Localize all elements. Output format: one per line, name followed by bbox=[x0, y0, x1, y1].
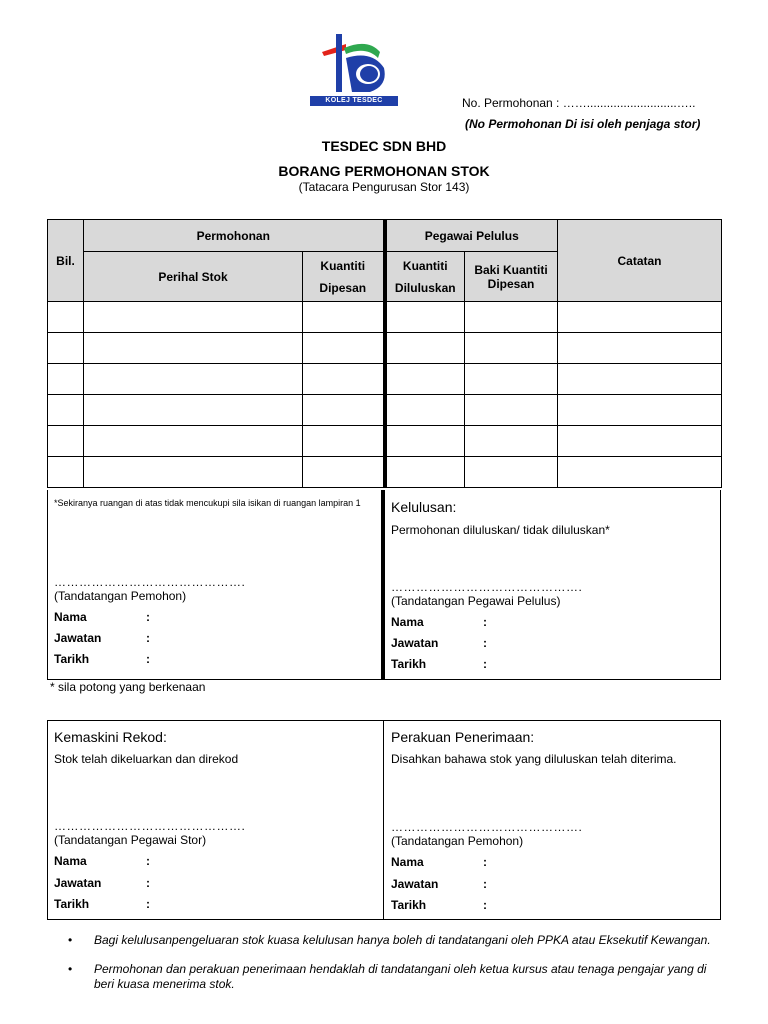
kelulusan-status: Permohonan diluluskan/ tidak diluluskan* bbox=[391, 523, 610, 537]
pemohon-jawatan-colon: : bbox=[146, 631, 150, 645]
stor-signature-label: (Tandatangan Pegawai Stor) bbox=[54, 833, 207, 847]
cell-baki[interactable] bbox=[465, 364, 558, 395]
header-kuantiti-diluluskan bbox=[385, 252, 465, 302]
note-text: Bagi kelulusanpengeluaran stok kuasa kelulusan hanya boleh di tandatangani oleh PPKA atau Eksekutif Kewangan. bbox=[94, 933, 711, 947]
stor-signature-line[interactable]: ………………………………………. bbox=[54, 819, 246, 833]
pelulus-signature-line[interactable]: ………………………………………. bbox=[391, 580, 583, 594]
pemohon-nama-label: Nama bbox=[54, 610, 87, 624]
pelulus-nama-label: Nama bbox=[391, 615, 424, 629]
cell-diluluskan[interactable] bbox=[385, 364, 465, 395]
penerima-tarikh-label: Tarikh bbox=[391, 898, 427, 912]
cell-perihal[interactable] bbox=[84, 364, 303, 395]
pemohon-tarikh-colon: : bbox=[146, 652, 150, 666]
cell-perihal[interactable] bbox=[84, 333, 303, 364]
pemohon-note: *Sekiranya ruangan di atas tidak mencukupi sila isikan di ruangan lampiran 1 bbox=[54, 498, 361, 508]
stor-tarikh-colon: : bbox=[146, 897, 150, 911]
cell-diluluskan[interactable] bbox=[385, 426, 465, 457]
table-row bbox=[48, 302, 722, 333]
stor-nama-colon: : bbox=[146, 854, 150, 868]
cell-perihal[interactable] bbox=[84, 426, 303, 457]
perakuan-text: Disahkan bahawa stok yang diluluskan telah diterima. bbox=[391, 752, 677, 766]
stock-request-table bbox=[47, 219, 722, 488]
header-kuantiti-dipesan-line1: Kuantiti bbox=[320, 258, 366, 273]
header-bil: Bil. bbox=[48, 220, 84, 302]
table-row bbox=[48, 333, 722, 364]
form-title: BORANG PERMOHONAN STOK bbox=[278, 163, 490, 179]
header-perihal-stok: Perihal Stok bbox=[84, 252, 303, 302]
cell-bil[interactable] bbox=[48, 395, 84, 426]
header-baki-line2: Dipesan bbox=[487, 276, 535, 291]
penerima-nama-colon: : bbox=[483, 855, 487, 869]
penerima-nama-label: Nama bbox=[391, 855, 424, 869]
pelulus-signature-label: (Tandatangan Pegawai Pelulus) bbox=[391, 594, 561, 608]
cell-bil[interactable] bbox=[48, 333, 84, 364]
cell-bil[interactable] bbox=[48, 457, 84, 488]
pelulus-jawatan-colon: : bbox=[483, 636, 487, 650]
header-baki-kuantiti bbox=[465, 252, 558, 302]
cell-catatan[interactable] bbox=[558, 302, 722, 333]
pelulus-tarikh-label: Tarikh bbox=[391, 657, 427, 671]
table-row bbox=[48, 426, 722, 457]
cell-dipesan[interactable] bbox=[303, 302, 385, 333]
bullet-icon: • bbox=[68, 933, 73, 947]
list-item bbox=[68, 933, 718, 948]
footnote: * sila potong yang berkenaan bbox=[50, 680, 206, 694]
header-kuantiti-diluluskan-line2: Diluluskan bbox=[394, 280, 456, 295]
cell-dipesan[interactable] bbox=[303, 457, 385, 488]
pelulus-nama-colon: : bbox=[483, 615, 487, 629]
header-catatan: Catatan bbox=[558, 220, 722, 302]
cell-diluluskan[interactable] bbox=[385, 302, 465, 333]
header-pegawai-pelulus: Pegawai Pelulus bbox=[385, 220, 558, 252]
cell-baki[interactable] bbox=[465, 302, 558, 333]
header-kuantiti-diluluskan-line1: Kuantiti bbox=[402, 258, 448, 273]
pelulus-jawatan-label: Jawatan bbox=[391, 636, 439, 650]
stor-jawatan-label: Jawatan bbox=[54, 876, 102, 890]
cell-catatan[interactable] bbox=[558, 426, 722, 457]
cell-baki[interactable] bbox=[465, 426, 558, 457]
cell-baki[interactable] bbox=[465, 395, 558, 426]
header-kuantiti-dipesan bbox=[303, 252, 385, 302]
bullet-icon: • bbox=[68, 962, 73, 976]
pelulus-tarikh-colon: : bbox=[483, 657, 487, 671]
header-permohonan: Permohonan bbox=[84, 220, 385, 252]
cell-catatan[interactable] bbox=[558, 364, 722, 395]
cell-bil[interactable] bbox=[48, 364, 84, 395]
permohonan-note: (No Permohonan Di isi oleh penjaga stor) bbox=[465, 117, 701, 131]
cell-perihal[interactable] bbox=[84, 457, 303, 488]
cell-diluluskan[interactable] bbox=[385, 333, 465, 364]
stor-tarikh-label: Tarikh bbox=[54, 897, 90, 911]
pemohon-signature-label: (Tandatangan Pemohon) bbox=[54, 589, 187, 603]
cell-dipesan[interactable] bbox=[303, 333, 385, 364]
note-text: Permohonan dan perakuan penerimaan hendaklah di tandatangani oleh ketua kursus atau tenaga pengajar yang di beri kuasa menerima stok. bbox=[94, 962, 707, 991]
penerima-signature-line[interactable]: ………………………………………. bbox=[391, 820, 583, 834]
cell-bil[interactable] bbox=[48, 302, 84, 333]
cell-dipesan[interactable] bbox=[303, 426, 385, 457]
kemaskini-title: Kemaskini Rekod: bbox=[54, 729, 167, 745]
header-baki-line1: Baki Kuantiti bbox=[474, 262, 548, 277]
header-kuantiti-dipesan-line2: Dipesan bbox=[319, 280, 367, 295]
pemohon-jawatan-label: Jawatan bbox=[54, 631, 102, 645]
cell-perihal[interactable] bbox=[84, 302, 303, 333]
record-divider bbox=[383, 720, 384, 920]
cell-dipesan[interactable] bbox=[303, 364, 385, 395]
approval-divider bbox=[381, 490, 385, 680]
list-item bbox=[68, 962, 718, 992]
table-row bbox=[48, 457, 722, 488]
kelulusan-title: Kelulusan: bbox=[391, 499, 457, 515]
cell-dipesan[interactable] bbox=[303, 395, 385, 426]
stor-jawatan-colon: : bbox=[146, 876, 150, 890]
pemohon-signature-line[interactable]: ………………………………………. bbox=[54, 575, 246, 589]
pemohon-tarikh-label: Tarikh bbox=[54, 652, 90, 666]
penerima-signature-label: (Tandatangan Pemohon) bbox=[391, 834, 524, 848]
cell-diluluskan[interactable] bbox=[385, 457, 465, 488]
cell-catatan[interactable] bbox=[558, 457, 722, 488]
notes-list bbox=[68, 933, 718, 1006]
permohonan-number: No. Permohonan : ……...........................….. bbox=[462, 96, 696, 110]
perakuan-title: Perakuan Penerimaan: bbox=[391, 729, 535, 745]
company-name: TESDEC SDN BHD bbox=[321, 138, 447, 154]
cell-perihal[interactable] bbox=[84, 395, 303, 426]
cell-bil[interactable] bbox=[48, 426, 84, 457]
kemaskini-text: Stok telah dikeluarkan dan direkod bbox=[54, 752, 239, 766]
penerima-jawatan-label: Jawatan bbox=[391, 877, 439, 891]
cell-baki[interactable] bbox=[465, 333, 558, 364]
cell-catatan[interactable] bbox=[558, 395, 722, 426]
penerima-tarikh-colon: : bbox=[483, 898, 487, 912]
logo-caption: KOLEJ TESDEC bbox=[310, 96, 398, 106]
pemohon-nama-colon: : bbox=[146, 610, 150, 624]
table-row bbox=[48, 395, 722, 426]
form-subtitle: (Tatacara Pengurusan Stor 143) bbox=[298, 180, 470, 194]
cell-catatan[interactable] bbox=[558, 333, 722, 364]
table-row bbox=[48, 364, 722, 395]
cell-diluluskan[interactable] bbox=[385, 395, 465, 426]
penerima-jawatan-colon: : bbox=[483, 877, 487, 891]
stor-nama-label: Nama bbox=[54, 854, 87, 868]
cell-baki[interactable] bbox=[465, 457, 558, 488]
